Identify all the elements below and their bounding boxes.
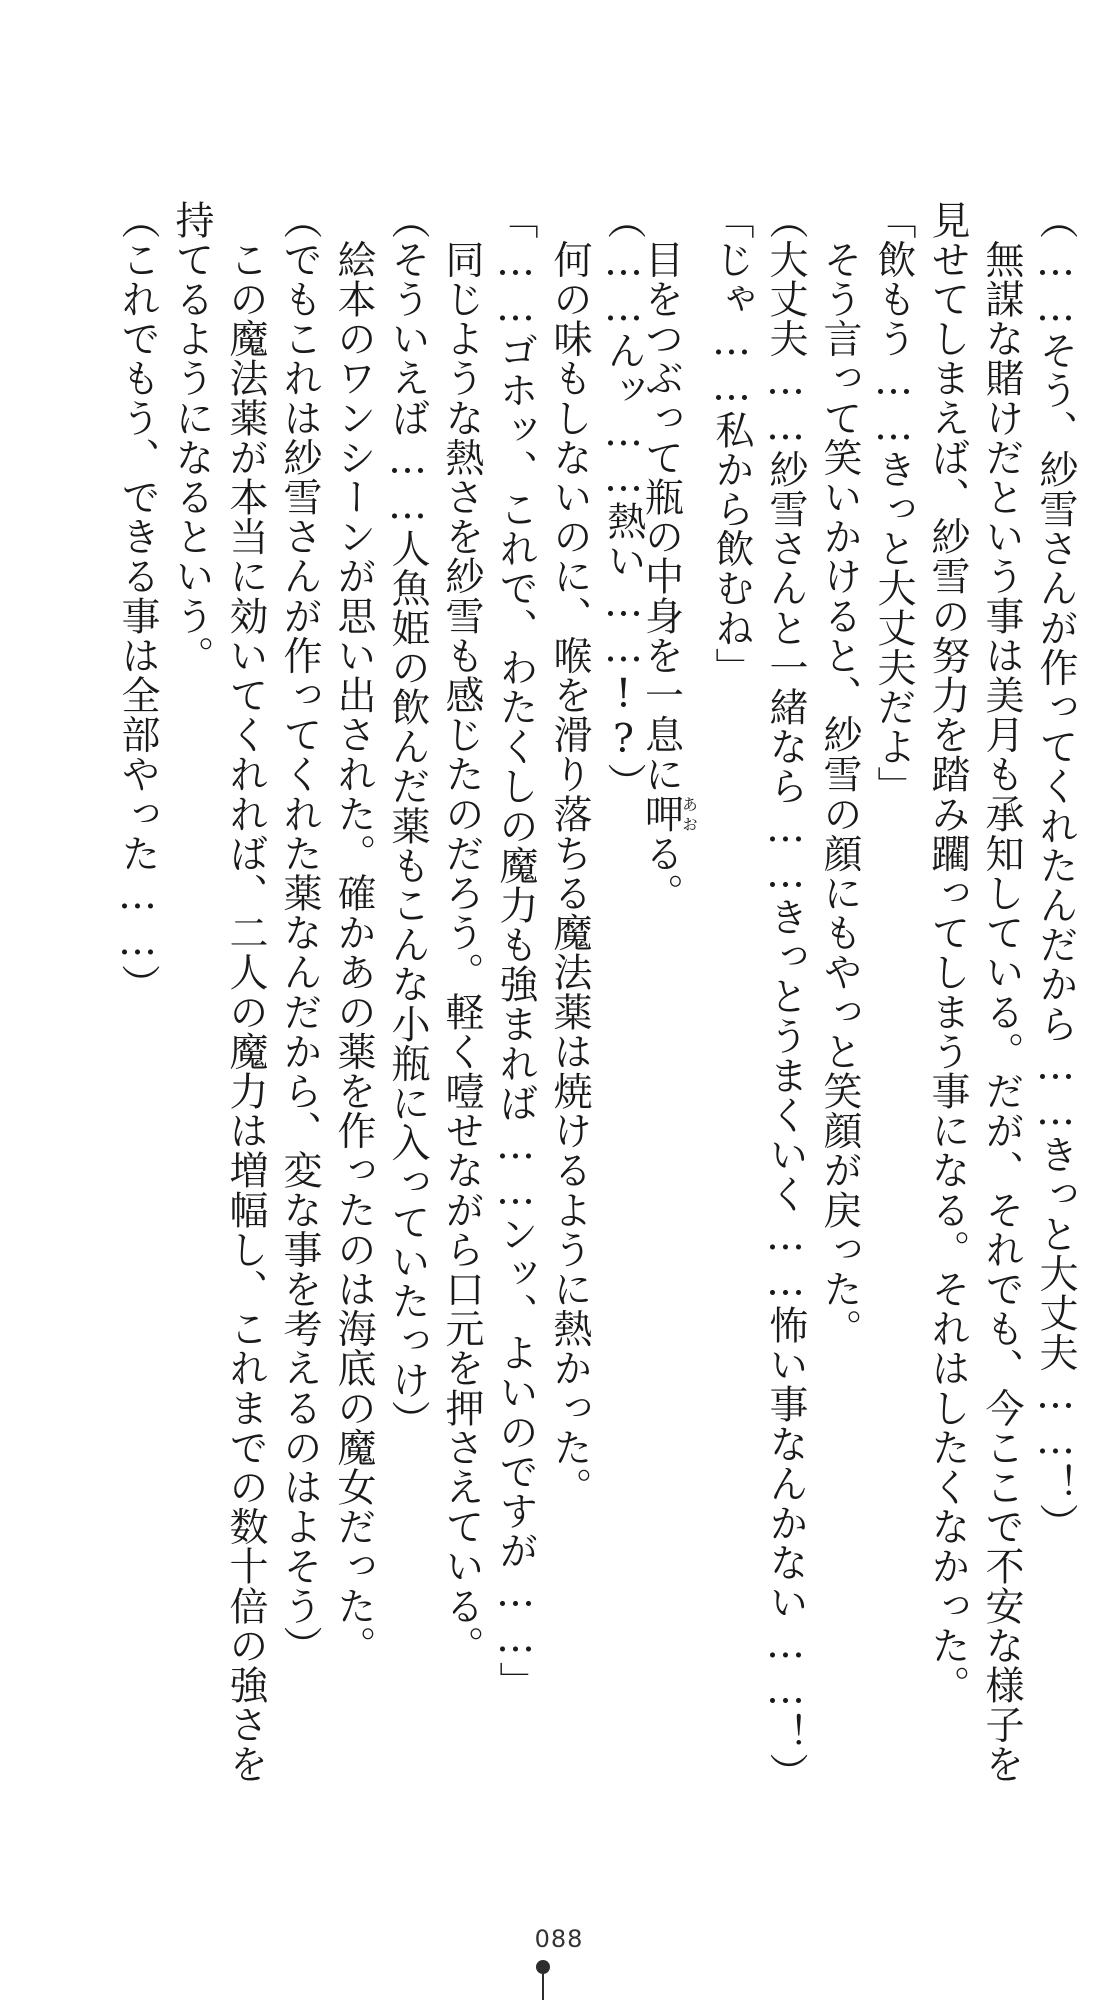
text-line: （これでもう、できる事は全部やった……） — [115, 200, 160, 1004]
text-line: 「……ゴホッ、これで、わたくしの魔力も強まれば……ンッ、よいのですが……」 — [493, 200, 538, 1702]
text-line: 同じような熱さを紗雪も感じたのだろう。軽く噎せながら口元を押さえている。 — [439, 200, 484, 1666]
ruby-reading: あお — [679, 794, 699, 834]
vertical-text-body — [55, 200, 1078, 1793]
page-marker-line — [542, 1972, 544, 2000]
page-number: 088 — [534, 1925, 584, 1953]
ruby-base: 呷 — [638, 794, 684, 834]
text-line: 「飲もう……きっと大丈夫だよ」 — [871, 200, 916, 806]
ruby-word — [638, 794, 699, 834]
text-line: （でもこれは紗雪さんが作ってくれた薬なんだから、変な事を考えるのはよそう） — [277, 200, 322, 1666]
text-line: 何の味もしないのに、喉を滑り落ちる魔法薬は焼けるように熱かった。 — [547, 200, 592, 1507]
text-line: （……んッ……熱い……!?） — [601, 200, 646, 803]
text-line: 持てるようになるという。 — [169, 200, 214, 676]
text-line-with-ruby — [638, 200, 699, 1760]
text-line: そう言って笑いかけると、紗雪の顔にもやっと笑顔が戻った。 — [817, 200, 862, 1349]
text-line: 見せてしまえば、紗雪の努力を踏み躙ってしまう事になる。それはしたくなかった。 — [925, 200, 970, 1705]
text-line-segment: る。 — [638, 833, 684, 913]
text-line-segment: 目をつぶって瓶の中身を一息に — [638, 200, 684, 794]
text-line: 無謀な賭けだという事は美月も承知している。だが、それでも、今ここで不安な様子を — [979, 200, 1024, 1784]
text-line: この魔法薬が本当に効いてくれれば、二人の魔力は増幅し、これまでの数十倍の強さを — [223, 200, 268, 1784]
text-line: （そういえば……人魚姫の飲んだ薬もこんな小瓶に入っていたっけ） — [385, 200, 430, 1440]
text-line: （大丈夫……紗雪さんと一緒なら……きっとうまくいく……怖い事なんかない……！） — [763, 200, 808, 1793]
text-line: 「じゃ……私から飲むね」 — [709, 200, 754, 688]
text-line: 絵本のワンシーンが思い出された。確かあの薬を作ったのは海底の魔女だった。 — [331, 200, 376, 1666]
text-line: （……そう、紗雪さんが作ってくれたんだから……きっと大丈夫……！） — [1033, 200, 1078, 1543]
